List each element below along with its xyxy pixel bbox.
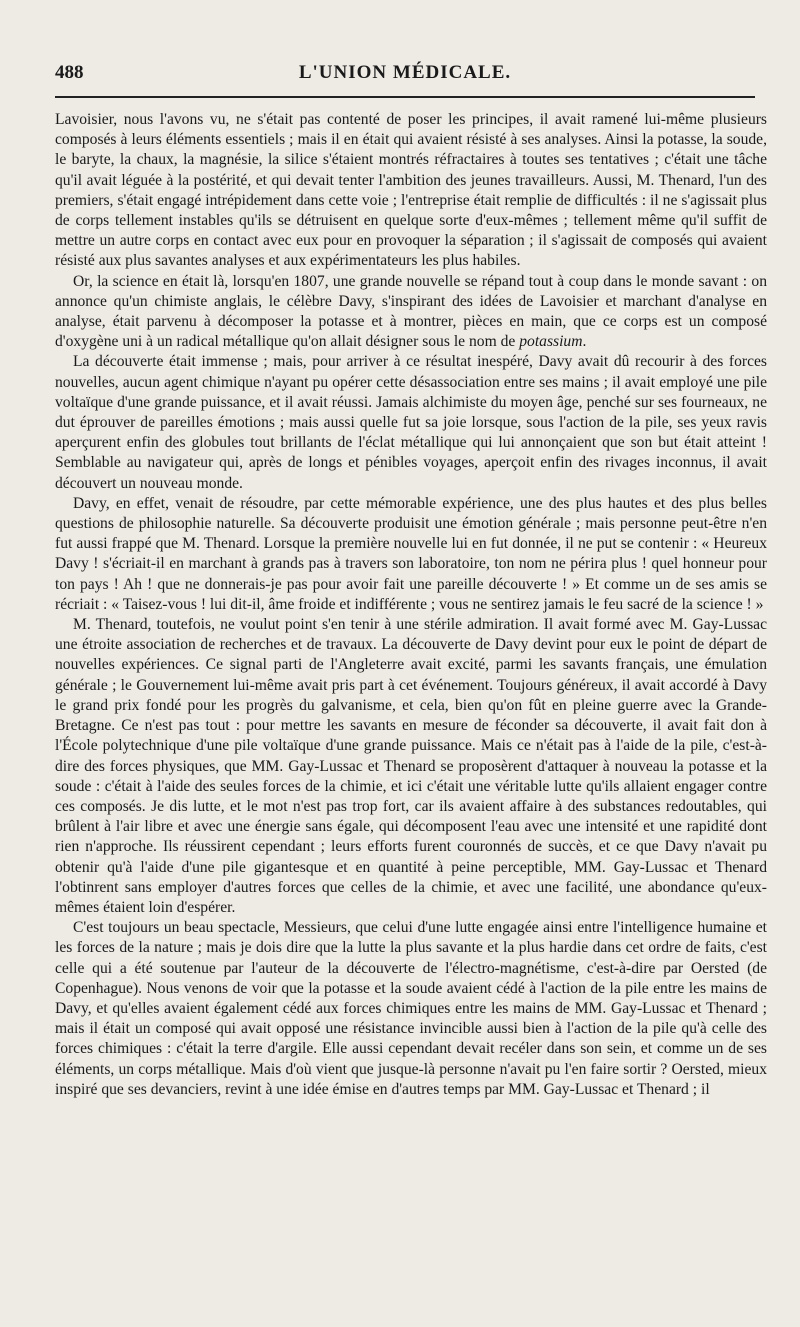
paragraph-6: C'est toujours un beau spectacle, Messieurs, que celui d'une lutte engagée ainsi entre l'intelligence humaine et les forces de la nature ; mais je dois dire que la lutte la plus savante et la plus hardie dans cet ordre de faits, c'est celle qui a été soutenue par l'auteur de la découverte de l'électro-magnétisme, c'est-à-dire par Oersted (de Copenhague). Nous venons de voir que la potasse et la soude avaient cédé à l'action de la pile entre les mains de Davy, et qu'elles avaient également cédé aux forces chimiques entre les mains de MM. Gay-Lussac et Thenard ; mais il était un composé qui avait opposé une résistance invincible aussi bien à l'action de la pile qu'à celle des forces chimiques : c'était la terre d'argile. Elle aussi cependant devait recéler dans son sein, et comme un de ses éléments, un corps métallique. Mais d'où vient que jusque-là personne n'avait pu l'en faire sortir ? Oersted, mieux inspiré que ses devanciers, revint à une idée émise en d'autres temps par MM. Gay-Lussac et Thenard ; il: [55, 919, 767, 1098]
journal-title: L'UNION MÉDICALE.: [298, 62, 512, 83]
paragraph-4: Davy, en effet, venait de résoudre, par cette mémorable expérience, une des plus hautes et des plus belles questions de philosophie naturelle. Sa découverte produisit une émotion générale ; mais personne peut-être n'en fut aussi frappé que M. Thenard. Lorsque la première nouvelle lui en fut donnée, il ne put se contenir : « Heureux Davy ! s'écriait-il en marchant à grands pas à travers son laboratoire, ton nom ne périra plus ! quel honneur pour ton pays ! Ah ! que ne donnerais-je pas pour avoir fait une pareille découverte ! » Et comme un de ses amis se récriait : « Taisez-vous ! lui dit-il, âme froide et indifférente ; vous ne sentirez jamais le feu sacré de la science ! »: [55, 494, 767, 613]
page-number: 488: [55, 62, 84, 83]
paragraph-5: M. Thenard, toutefois, ne voulut point s'en tenir à une stérile admiration. Il avait formé avec M. Gay-Lussac une étroite association de recherches et de travaux. La découverte de Davy devint pour eux le point de départ de nouvelles expériences. Ce signal parti de l'Angleterre avait excité, parmi les savants français, une émulation générale ; le Gouvernement lui-même avait pris part à cet événement. Toujours généreux, il avait accordé à Davy le grand prix fondé pour les progrès du galvanisme, et cela, bien qu'on fût en pleine guerre avec la Grande-Bretagne. Ce n'est pas tout : pour mettre les savants en mesure de féconder sa découverte, il avait fait don à l'École polytechnique d'une pile voltaïque d'une grande puissance. Mais ce n'était pas à l'aide de la pile, c'est-à-dire des forces physiques, que MM. Gay-Lussac et Thenard se proposèrent d'attaquer à nouveau la potasse et la soude : c'était à l'aide des seules forces de la chimie, et ici c'était une véritable lutte qu'ils allaient engager contre ces composés. Je dis lutte, et le mot n'est pas trop fort, car ils avaient affaire à des substances redoutables, qui brûlent à l'air libre et avec une énergie sans égale, qui décomposent l'eau avec une intensité et une rapidité dont rien n'approche. Ils réussirent cependant ; leurs efforts furent couronnés de succès, et ce que Davy n'avait pu obtenir qu'à l'aide d'une pile gigantesque et en quantité à peine perceptible, MM. Gay-Lussac et Thenard l'obtinrent sans employer d'autres forces que celles de la chimie, et avec une facilité, une abondance qu'eux-mêmes étaient loin d'espérer.: [55, 616, 767, 916]
paragraph-1: Lavoisier, nous l'avons vu, ne s'était pas contenté de poser les principes, il avait ramené lui-même plusieurs composés à leurs éléments essentiels ; mais il en était qui avaient résisté à ses analyses. Ainsi la potasse, la soude, le baryte, la chaux, la magnésie, la silice s'étaient montrés réfractaires à toutes ses tentatives ; c'était une tâche qu'il avait léguée à la postérité, et qui devait tenter l'ambition des jeunes travailleurs. Aussi, M. Thenard, l'un des premiers, s'était engagé intrépidement dans cette voie ; l'entreprise était remplie de difficultés : il ne s'agissait plus de corps tellement instables qu'ils se détruisent en quelque sorte d'eux-mêmes ; tellement même qu'il suffit de mettre un autre corps en contact avec eux pour en provoquer la séparation ; il s'agissait de composés qui avaient résisté aux plus savantes analyses et aux expérimentateurs les plus habiles.: [55, 111, 767, 270]
paragraph-3: La découverte était immense ; mais, pour arriver à ce résultat inespéré, Davy avait dû recourir à des forces nouvelles, aucun agent chimique n'ayant pu opérer cette désassociation entre ses mains ; il avait employé une pile voltaïque d'une grande puissance, et il avait réussi. Jamais alchimiste du moyen âge, penché sur ses fourneaux, ne dut éprouver de pareilles émotions ; mais aussi quelle fut sa joie lorsque, sous l'action de la pile, ses yeux ravis aperçurent enfin des globules tout brillants de l'éclat métallique qui lui annonçaient que son but était atteint ! Semblable au navigateur qui, après de longs et pénibles voyages, aperçoit enfin des rivages inconnus, il avait découvert un nouveau monde.: [55, 353, 767, 492]
paragraph-2: [55, 272, 767, 353]
paragraph-2-text: Or, la science en était là, lorsqu'en 1807, une grande nouvelle se répand tout à coup dans le monde savant : on annonce qu'un chimiste anglais, le célèbre Davy, s'inspirant des idées de Lavoisier et marchant d'analyse en analyse, était parvenu à décomposer la potasse et à montrer, pièces en main, que ce corps est un composé d'oxygène uni à un radical métallique qu'on allait désigner sous le nom de: [55, 272, 767, 351]
page-header: [55, 62, 755, 88]
header-rule: [55, 96, 755, 98]
article-body: [55, 110, 767, 1320]
potassium-term: potassium: [519, 333, 583, 351]
paragraph-2-end: .: [582, 333, 587, 351]
